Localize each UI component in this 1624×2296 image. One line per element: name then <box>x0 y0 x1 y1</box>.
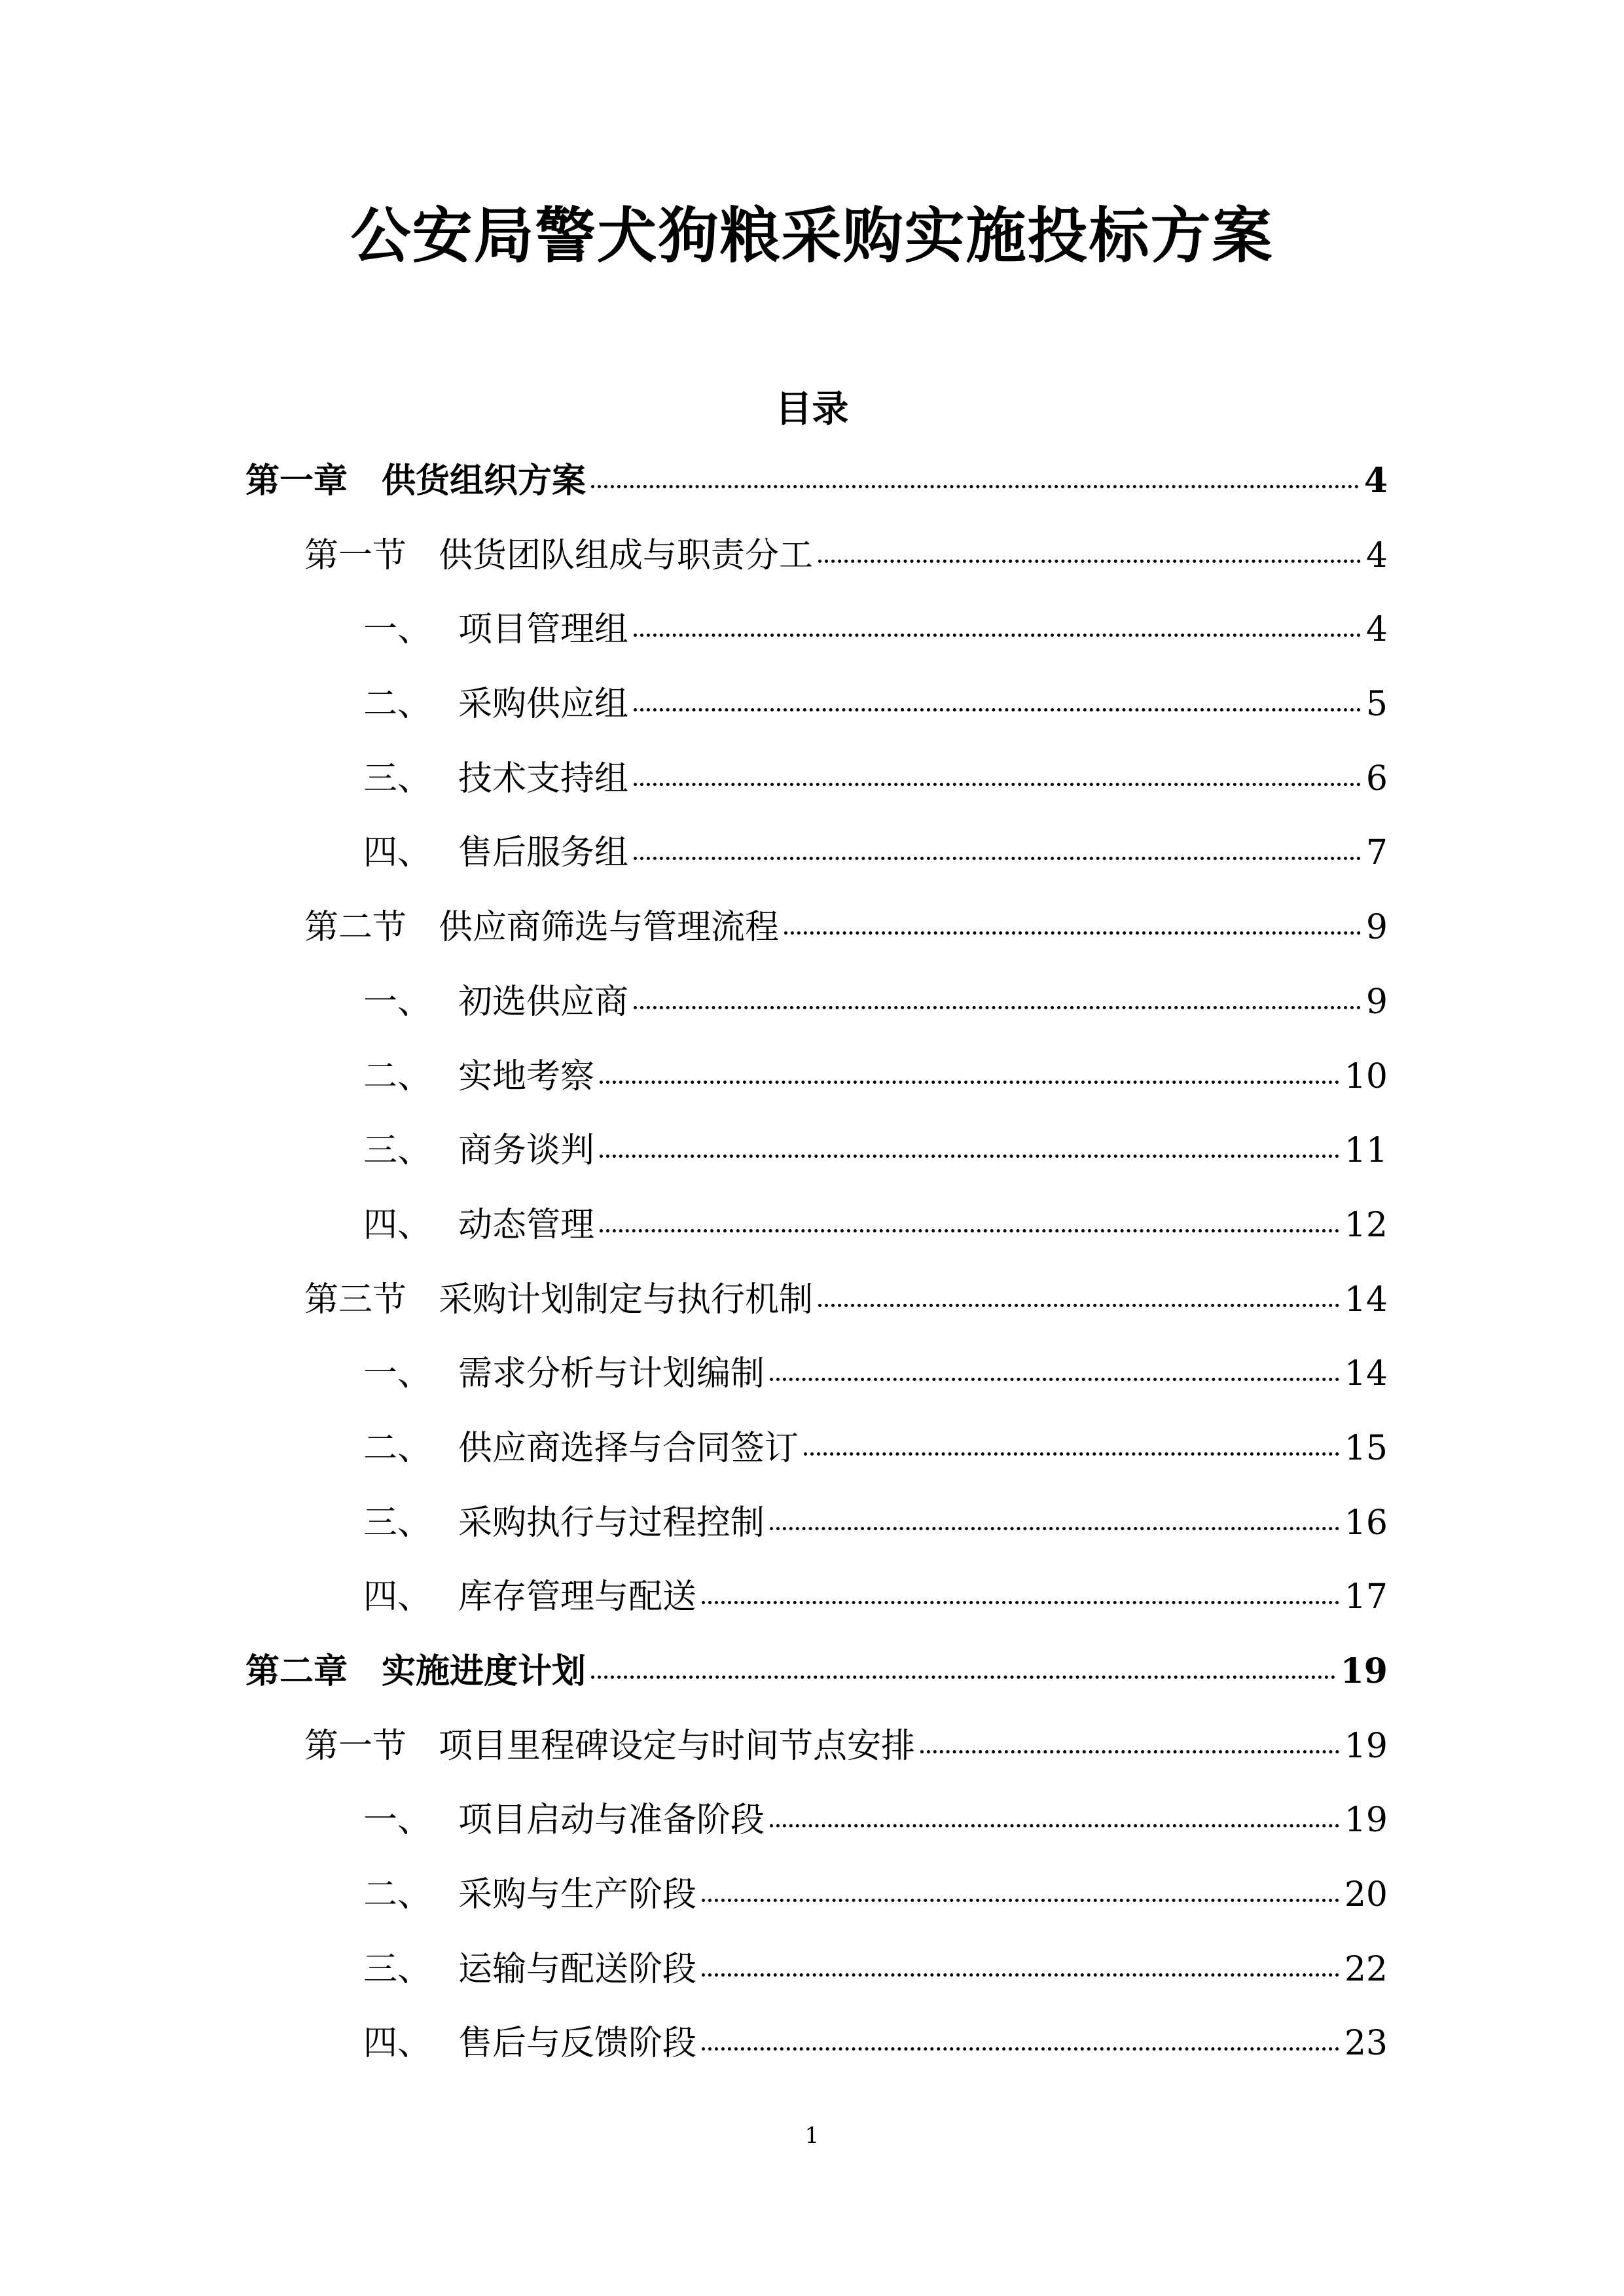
toc-entry-label <box>363 1791 765 1850</box>
toc-entry-text: 动态管理 <box>458 1205 595 1245</box>
toc-entry-number: 一、 <box>363 1801 432 1840</box>
toc-entry-page: 19 <box>1340 1651 1388 1691</box>
toc-entry-number: 三、 <box>363 1131 432 1171</box>
toc-entry-label <box>363 2014 696 2073</box>
toc-dot-leader <box>818 560 1361 563</box>
page-number: 1 <box>804 2123 820 2149</box>
toc-entry-page: 4 <box>1365 535 1388 575</box>
toc-entry-number: 第二章 <box>245 1651 348 1691</box>
toc-entry-text: 项目里程碑设定与时间节点安排 <box>439 1726 916 1766</box>
toc-dot-leader <box>702 1899 1339 1902</box>
toc-entry-text: 售后服务组 <box>458 833 629 873</box>
toc-entry-number: 三、 <box>363 1949 432 1989</box>
toc-entry-page: 4 <box>1363 461 1388 501</box>
toc-entry-item[interactable] <box>245 1940 1388 2015</box>
toc-dot-leader <box>784 931 1361 935</box>
toc-dot-leader <box>600 1155 1339 1158</box>
toc-entry-number: 二、 <box>363 1428 432 1468</box>
toc-dot-leader <box>634 1006 1361 1009</box>
toc-dot-leader <box>634 857 1361 860</box>
toc-entry-page: 6 <box>1365 759 1388 798</box>
toc-entry-text: 运输与配送阶段 <box>458 1949 697 1989</box>
toc-dot-leader <box>920 1750 1339 1753</box>
toc-entry-page: 17 <box>1344 1577 1388 1617</box>
toc-entry-label <box>304 1270 813 1329</box>
toc-entry-number: 二、 <box>363 1056 432 1096</box>
toc-dot-leader <box>591 1676 1335 1679</box>
toc-entry-label <box>363 675 628 734</box>
toc-entry-text: 供应商筛选与管理流程 <box>439 908 780 948</box>
toc-dot-leader <box>634 634 1361 637</box>
toc-entry-page: 5 <box>1365 685 1388 725</box>
toc-heading: 目录 <box>775 387 849 431</box>
toc-entry-item[interactable] <box>245 2014 1388 2089</box>
toc-dot-leader <box>818 1304 1339 1307</box>
toc-entry-text: 供货组织方案 <box>382 461 586 501</box>
toc-entry-text: 项目启动与准备阶段 <box>458 1801 765 1840</box>
toc-entry-number: 三、 <box>363 1503 432 1543</box>
toc-entry-section[interactable] <box>245 1717 1388 1791</box>
toc-entry-label <box>363 1047 594 1106</box>
toc-entry-label <box>363 823 628 882</box>
toc-entry-page: 9 <box>1365 908 1388 948</box>
toc-entry-page: 14 <box>1344 1354 1388 1394</box>
toc-dot-leader <box>702 2047 1339 2051</box>
toc-entry-item[interactable] <box>245 1419 1388 1494</box>
toc-dot-leader <box>634 708 1361 711</box>
toc-dot-leader <box>702 1601 1339 1604</box>
toc-entry-number: 二、 <box>363 1875 432 1915</box>
toc-entry-label <box>363 1568 696 1626</box>
toc-entry-label <box>363 1196 594 1255</box>
toc-dot-leader <box>600 1081 1339 1084</box>
toc-dot-leader <box>770 1378 1339 1381</box>
toc-entry-chapter[interactable] <box>245 452 1388 526</box>
toc-entry-number: 第二节 <box>304 908 407 948</box>
toc-entry-number: 一、 <box>363 982 432 1022</box>
toc-entry-label <box>363 1940 696 1999</box>
toc-entry-page: 15 <box>1344 1428 1388 1468</box>
toc-entry-text: 库存管理与配送 <box>458 1577 697 1617</box>
toc-entry-label <box>363 973 628 1031</box>
document-title: 公安局警犬狗粮采购实施投标方案 <box>350 200 1274 271</box>
toc-entry-chapter[interactable] <box>245 1642 1388 1717</box>
toc-entry-page: 12 <box>1344 1205 1388 1245</box>
toc-entry-number: 一、 <box>363 1354 432 1394</box>
toc-entry-text: 项目管理组 <box>458 610 629 650</box>
toc-entry-label <box>304 1717 915 1776</box>
toc-dot-leader <box>804 1452 1339 1456</box>
toc-entry-text: 实施进度计划 <box>382 1651 586 1691</box>
toc-entry-page: 16 <box>1344 1503 1388 1543</box>
toc-entry-label <box>363 1121 594 1180</box>
toc-entry-number: 一、 <box>363 610 432 650</box>
toc-entry-label <box>363 1344 765 1403</box>
toc-entry-text: 采购执行与过程控制 <box>458 1503 765 1543</box>
toc-entry-label <box>363 600 628 659</box>
toc-entry-label <box>304 898 779 957</box>
toc-entry-page: 9 <box>1365 982 1388 1022</box>
toc-entry-page: 22 <box>1344 1949 1388 1989</box>
toc-entry-number: 三、 <box>363 759 432 798</box>
table-of-contents <box>245 452 1388 2089</box>
toc-entry-label <box>363 749 628 808</box>
toc-entry-number: 四、 <box>363 1577 432 1617</box>
toc-entry-item[interactable] <box>245 1047 1388 1122</box>
toc-entry-number: 第一节 <box>304 1726 407 1766</box>
toc-dot-leader <box>770 1824 1339 1827</box>
toc-entry-item[interactable] <box>245 1791 1388 1865</box>
toc-entry-page: 10 <box>1344 1056 1388 1096</box>
toc-entry-text: 初选供应商 <box>458 982 629 1022</box>
toc-entry-item[interactable] <box>245 1344 1388 1419</box>
toc-entry-text: 采购与生产阶段 <box>458 1875 697 1915</box>
toc-entry-page: 19 <box>1344 1726 1388 1766</box>
toc-entry-page: 4 <box>1365 610 1388 650</box>
toc-entry-number: 四、 <box>363 1205 432 1245</box>
toc-entry-text: 技术支持组 <box>458 759 629 798</box>
toc-entry-page: 23 <box>1344 2024 1388 2064</box>
toc-entry-label <box>245 1642 586 1701</box>
toc-entry-text: 商务谈判 <box>458 1131 595 1171</box>
toc-entry-item[interactable] <box>245 1568 1388 1642</box>
toc-entry-item[interactable] <box>245 1494 1388 1568</box>
toc-entry-section[interactable] <box>245 898 1388 973</box>
toc-entry-text: 实地考察 <box>458 1056 595 1096</box>
toc-entry-number: 第一章 <box>245 461 348 501</box>
toc-entry-number: 第三节 <box>304 1280 407 1319</box>
toc-entry-label <box>363 1494 765 1552</box>
toc-entry-item[interactable] <box>245 1865 1388 1940</box>
toc-entry-number: 二、 <box>363 685 432 725</box>
toc-dot-leader <box>591 485 1359 488</box>
toc-entry-item[interactable] <box>245 749 1388 824</box>
toc-entry-item[interactable] <box>245 823 1388 898</box>
toc-entry-page: 11 <box>1344 1131 1388 1171</box>
toc-entry-label <box>363 1419 799 1478</box>
toc-entry-text: 售后与反馈阶段 <box>458 2024 697 2064</box>
toc-entry-text: 采购计划制定与执行机制 <box>439 1280 814 1319</box>
toc-entry-number: 四、 <box>363 833 432 873</box>
toc-entry-page: 20 <box>1344 1875 1388 1915</box>
toc-entry-page: 7 <box>1365 833 1388 873</box>
toc-entry-item[interactable] <box>245 973 1388 1047</box>
toc-entry-item[interactable] <box>245 675 1388 749</box>
toc-dot-leader <box>702 1973 1339 1977</box>
toc-entry-text: 采购供应组 <box>458 685 629 725</box>
toc-entry-label <box>363 1865 696 1924</box>
toc-entry-item[interactable] <box>245 1196 1388 1270</box>
toc-entry-label <box>245 452 586 511</box>
toc-dot-leader <box>770 1527 1339 1530</box>
toc-dot-leader <box>600 1229 1339 1232</box>
toc-entry-label <box>304 526 813 585</box>
toc-entry-number: 第一节 <box>304 535 407 575</box>
toc-entry-text: 供应商选择与合同签订 <box>458 1428 799 1468</box>
toc-entry-page: 19 <box>1344 1801 1388 1840</box>
toc-entry-item[interactable] <box>245 600 1388 675</box>
toc-entry-text: 需求分析与计划编制 <box>458 1354 765 1394</box>
toc-entry-section[interactable] <box>245 1270 1388 1345</box>
toc-dot-leader <box>634 783 1361 786</box>
toc-entry-number: 四、 <box>363 2024 432 2064</box>
toc-entry-item[interactable] <box>245 1121 1388 1196</box>
toc-entry-page: 14 <box>1344 1280 1388 1319</box>
toc-entry-section[interactable] <box>245 526 1388 601</box>
toc-entry-text: 供货团队组成与职责分工 <box>439 535 814 575</box>
